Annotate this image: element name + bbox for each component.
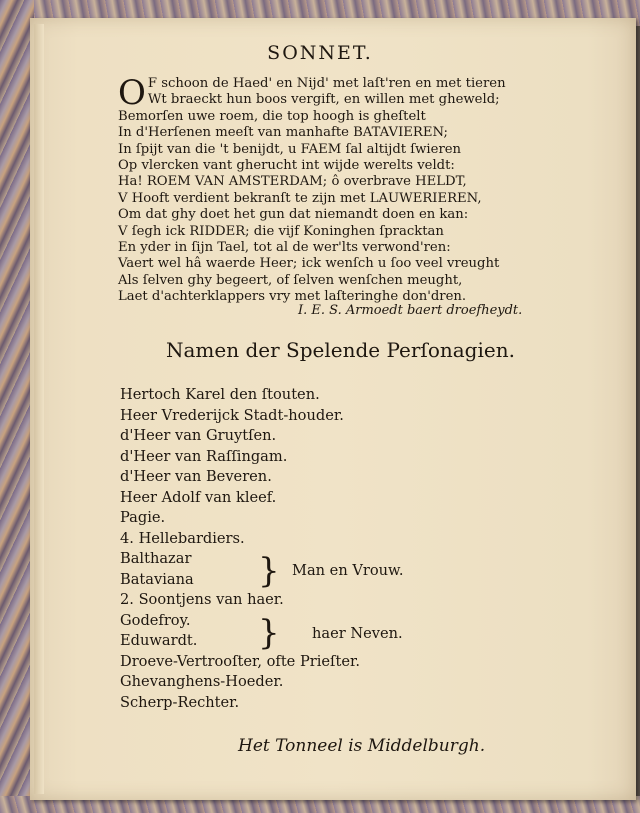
cast-row: Balthazar	[120, 550, 192, 567]
brace-icon: }	[258, 551, 280, 591]
poem-line: Ha! ROEM VAN AMSTERDAM; ô overbrave HELDT,	[118, 174, 467, 190]
cast-row: Eduwardt.	[120, 632, 198, 649]
drop-cap: O	[118, 73, 146, 113]
cast-row: Godefroy.	[120, 611, 191, 629]
cast-list	[120, 385, 360, 713]
poem-line: Laet d'achterklappers vry met laſteringhe don'dren.	[118, 289, 467, 305]
cast-row: 4. Hellebardiers.	[120, 529, 245, 547]
poem-line: V Hooft verdient bekranſt te zijn met LAUWERIEREN,	[118, 190, 482, 206]
cast-row: Droeve-Vertrooſter, ofte Prieſter.	[120, 652, 360, 670]
cast-heading: Namen der Spelende Perſonagien.	[166, 338, 515, 362]
poem-line: Bemorſen uwe roem, die top hoogh is gheſtelt	[118, 108, 426, 124]
marbled-endpaper-left	[0, 0, 34, 813]
cast-row: Bataviana	[120, 570, 194, 588]
cast-row: Pagie.	[120, 509, 166, 526]
poem-line: Wt braeckt hun boos vergift, en willen met gheweld;	[147, 92, 500, 108]
cast-row: d'Heer van Raſſingam.	[120, 447, 288, 465]
brace-icon: }	[258, 613, 280, 653]
cast-row: 2. Soontjens van haer.	[120, 591, 284, 608]
poem-line: Op vlercken vant gherucht int wijde werelts veldt:	[118, 158, 455, 174]
cast-row: Heer Adolf van kleef.	[120, 488, 277, 506]
poem-line: Vaert wel hâ waerde Heer; ick wenſch u ſoo veel vreught	[118, 256, 500, 272]
cast-row: Scherp-Rechter.	[120, 693, 240, 711]
group-note-haer-neven: haer Neven.	[312, 625, 403, 642]
poem-line: V ſegh ick RIDDER; die vijf Koninghen ſpracktan	[118, 223, 444, 239]
cast-row: Heer Vrederijck Stadt-houder.	[120, 406, 344, 424]
poem-line: Als ſelven ghy begeert, of ſelven wenſchen meught,	[118, 272, 463, 288]
cast-row: d'Heer van Beveren.	[120, 468, 272, 485]
poem-line: In ſpijt van die 't benijdt, u FAEM ſal altijdt ſwieren	[118, 141, 462, 157]
cast-row: d'Heer van Gruytſen.	[120, 427, 277, 444]
poem-line: Om dat ghy doet het gun dat niemandt doen en kan:	[118, 207, 469, 223]
poem-line: En yder in ſijn Tael, tot al de wer'lts verwond'ren:	[118, 240, 451, 256]
group-note-man-en-vrouw: Man en Vrouw.	[292, 562, 404, 579]
sonnet-signature: I. E. S. Armoedt baert droefheydt.	[298, 303, 523, 318]
poem-line: In d'Herſenen meeſt van manhafte BATAVIEREN;	[118, 125, 448, 141]
cast-row: Hertoch Karel den ſtouten.	[120, 386, 320, 403]
sonnet-text	[118, 73, 588, 306]
sonnet-title: SONNET.	[267, 42, 373, 64]
cast-row: Ghevanghens-Hoeder.	[120, 673, 284, 690]
footer-stage-location: Het Tonneel is Middelburgh.	[238, 736, 486, 756]
poem-line: F schoon de Haed' en Nijd' met laſt'ren en met tieren	[147, 76, 506, 91]
page-gutter	[34, 24, 44, 794]
